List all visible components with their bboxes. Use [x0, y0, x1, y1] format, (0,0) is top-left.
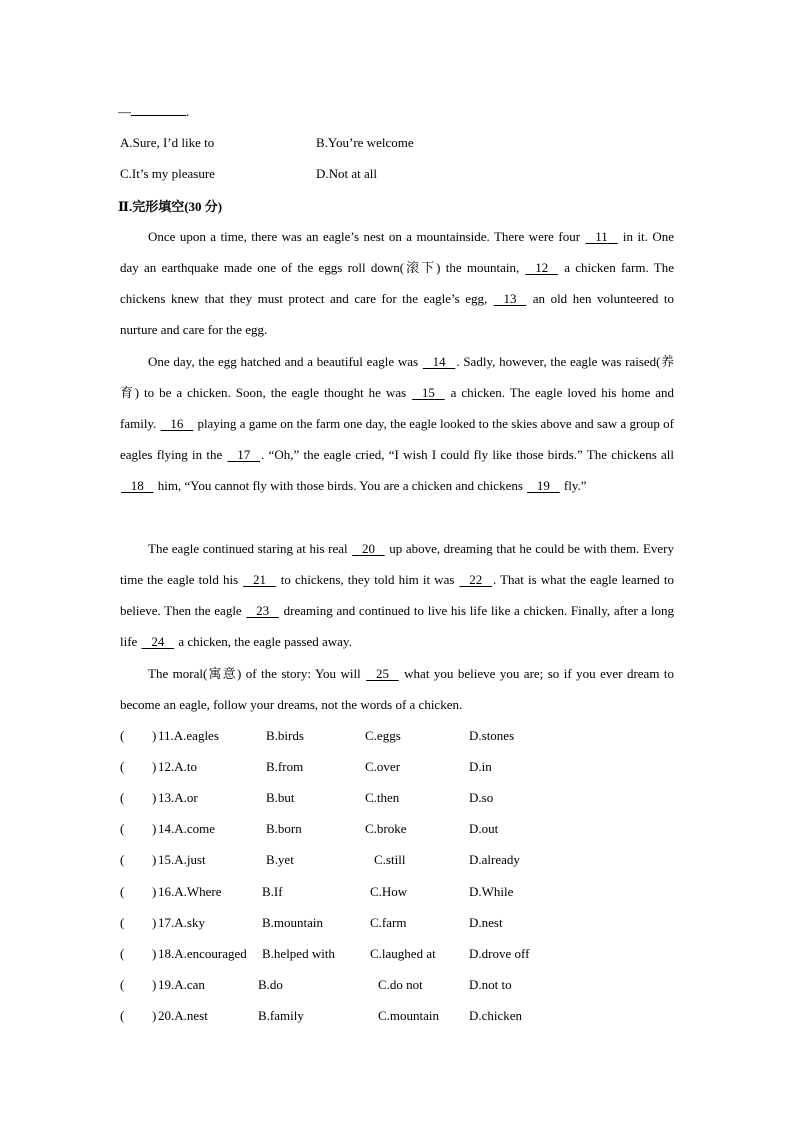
- passage-paragraph-2: One day, the egg hatched and a beautiful eagle was 14 . Sadly, however, the eagle was raised(养育) to be a chicken. Soon, the eagle thought he was 15 a chicken. The eagle loved his home and family. 16 playing a game on the farm one day, the eagle looked to the skies above and saw a group of eagles flying in the 17 . “Oh,” the eagle cried, “I wish I could fly like those birds.” The chickens all 18 him, “You cannot fly with those birds. You are a chicken and chickens 19 fly.”: [120, 346, 674, 501]
- answer-paren-close: ): [152, 883, 157, 899]
- blank-13: 13: [503, 291, 517, 306]
- option-a: 14.A.come: [158, 821, 216, 837]
- answer-paren-open: (: [120, 883, 125, 899]
- question-row: [0, 915, 794, 935]
- option-c: C.farm: [370, 914, 407, 930]
- blank-17: 17: [237, 447, 251, 462]
- answer-paren-close: ): [152, 976, 157, 992]
- prev-option-d: D.Not at all: [316, 166, 378, 181]
- option-a: 11.A.eagles: [158, 728, 219, 743]
- blank-25: 25: [375, 666, 389, 681]
- option-c: C.then: [365, 790, 400, 806]
- option-d: D.nest: [469, 914, 503, 930]
- option-a: 17.A.sky: [158, 914, 205, 930]
- blank-22: 22: [469, 572, 483, 587]
- option-a: 19.A.can: [158, 976, 205, 992]
- prev-option-a: A.Sure, I’d like to: [120, 135, 215, 150]
- prompt-dash: —: [118, 104, 131, 119]
- option-d: D.While: [469, 883, 514, 899]
- answer-paren-open: (: [120, 759, 125, 775]
- answer-paren-open: (: [120, 914, 125, 930]
- blank-20: 20: [361, 541, 375, 556]
- option-d: D.drove off: [469, 945, 530, 961]
- prompt-period: .: [186, 104, 190, 119]
- option-c: C.broke: [365, 821, 407, 837]
- answer-paren-close: ): [152, 1007, 157, 1023]
- blank-14: 14: [432, 354, 446, 369]
- option-b: B.but: [266, 790, 295, 806]
- answer-paren-open: (: [120, 790, 125, 806]
- answer-paren-close: ): [152, 821, 157, 837]
- blank-11: 11: [595, 229, 608, 244]
- answer-paren-close: ): [152, 914, 157, 930]
- answer-paren-open: (: [120, 852, 125, 868]
- question-row: [0, 977, 794, 997]
- answer-paren-open: (: [120, 821, 125, 837]
- option-b: B.mountain: [262, 914, 324, 930]
- blank-23: 23: [256, 603, 270, 618]
- blank-16: 16: [170, 416, 184, 431]
- option-b: B.birds: [266, 728, 304, 743]
- option-b: B.If: [262, 883, 283, 899]
- blank-12: 12: [535, 260, 549, 275]
- question-row: [0, 946, 794, 966]
- option-d: D.already: [469, 852, 520, 868]
- option-c: C.laughed at: [370, 945, 436, 961]
- option-d: D.not to: [469, 976, 512, 992]
- answer-paren-close: ): [152, 759, 157, 775]
- prev-question-prompt: [118, 104, 189, 120]
- passage-paragraph-4: The moral(寓意) of the story: You will 25 what you believe you are; so if you ever dream to become an eagle, follow your dreams, not the words of a chicken.: [120, 658, 674, 720]
- passage-paragraph-1: Once upon a time, there was an eagle’s nest on a mountainside. There were four 11 in it. One day an earthquake made one of the eggs roll down(滚下) the mountain, 12 a chicken farm. The chickens knew that they must protect and care for the eagle’s egg, 13 an old hen volunteered to nurture and care for the egg.: [120, 221, 674, 345]
- option-a: 13.A.or: [158, 790, 198, 806]
- option-c: C.still: [374, 852, 406, 868]
- option-c: C.How: [370, 883, 408, 899]
- blank-21: 21: [252, 572, 266, 587]
- option-a: 12.A.to: [158, 759, 197, 775]
- option-a: 20.A.nest: [158, 1007, 208, 1023]
- option-a: 16.A.Where: [158, 883, 222, 899]
- question-row: [0, 821, 794, 841]
- blank-19: 19: [536, 478, 550, 493]
- answer-paren-open: (: [120, 728, 125, 743]
- answer-paren-open: (: [120, 976, 125, 992]
- section-title: Ⅱ.完形填空(30 分): [118, 199, 223, 214]
- blank-18: 18: [130, 478, 144, 493]
- option-d: D.out: [469, 821, 499, 837]
- option-a: 15.A.just: [158, 852, 206, 868]
- option-b: B.yet: [266, 852, 294, 868]
- prev-option-b: B.You’re welcome: [316, 135, 414, 150]
- blank-15: 15: [421, 385, 435, 400]
- option-a: 18.A.encouraged: [158, 945, 247, 961]
- option-d: D.chicken: [469, 1007, 523, 1023]
- answer-paren-close: ): [152, 945, 157, 961]
- option-b: B.family: [258, 1007, 304, 1023]
- option-d: D.so: [469, 790, 494, 806]
- answer-paren-close: ): [152, 790, 157, 806]
- question-row: [0, 790, 794, 810]
- answer-blank: [131, 115, 186, 116]
- option-b: B.born: [266, 821, 302, 837]
- question-row: [0, 759, 794, 779]
- option-b: B.helped with: [262, 945, 335, 961]
- blank-24: 24: [151, 634, 165, 649]
- answer-paren-open: (: [120, 945, 125, 961]
- option-c: C.over: [365, 759, 401, 775]
- question-row: [0, 884, 794, 904]
- option-b: B.do: [258, 976, 283, 992]
- answer-paren-close: ): [152, 852, 157, 868]
- option-d: D.in: [469, 759, 492, 775]
- answer-paren-close: ): [152, 728, 157, 743]
- answer-paren-open: (: [120, 1007, 125, 1023]
- question-row: [0, 728, 794, 748]
- option-b: B.from: [266, 759, 304, 775]
- prev-option-c: C.It’s my pleasure: [120, 166, 215, 181]
- question-row: [0, 1008, 794, 1028]
- option-c: C.eggs: [365, 728, 401, 743]
- passage-paragraph-3: The eagle continued staring at his real 20 up above, dreaming that he could be with them. Every time the eagle told his 21 to chickens, they told him it was 22 . That is what the eagle learned to believe. Then the eagle 23 dreaming and continued to live his life like a chicken. Finally, after a long life 24 a chicken, the eagle passed away.: [120, 533, 674, 657]
- option-c: C.do not: [378, 976, 423, 992]
- option-c: C.mountain: [378, 1007, 440, 1023]
- option-d: D.stones: [469, 728, 515, 743]
- question-row: [0, 852, 794, 872]
